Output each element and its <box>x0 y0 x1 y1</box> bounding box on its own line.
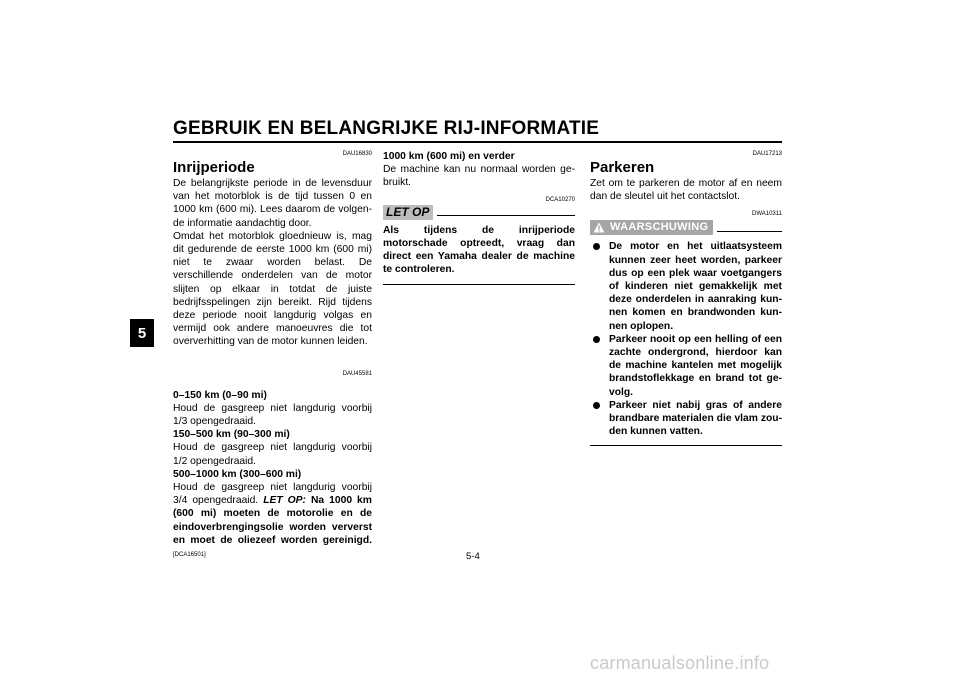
let-op-label: LET OP <box>383 205 433 220</box>
warning-label <box>590 220 713 235</box>
bullet-icon <box>593 336 600 343</box>
stage-text: Houd de gasgreep niet langdurig voorbij 3/4 opengedraaid. <box>173 482 372 507</box>
notice-text: Als tijdens de inrijperiode motorschade optreedt, vraag dan direct een Yamaha dealer de machine te controleren. <box>383 224 575 276</box>
column-right <box>590 150 782 446</box>
section-heading-parkeren: Parkeren <box>590 159 655 176</box>
bullet-icon <box>593 243 600 250</box>
warning-label-text: WAARSCHUWING <box>610 221 709 234</box>
title-rule <box>173 141 782 143</box>
section-heading-inrijperiode: Inrijperiode <box>173 159 255 176</box>
notice-code: DCA10270 <box>545 196 575 203</box>
warning-item: De motor en het uitlaatsysteem kunnen zeer heet worden, parkeer dus op een plek waar voetgangers of kinderen niet gemakkelijk met deze onderdelen in aanraking kunnen komen en brandwonden kunnen oplopen. <box>590 240 782 332</box>
inline-notice-label: LET OP: <box>263 495 306 507</box>
intro-paragraph: De belangrijkste periode in de levensduur van het motorblok is de tijd tussen 0 en 1000 km (600 mi). Lees daarom de volgende informatie aandachtig door. Omdat het motorblok gloednieuw is, mag dit gedurende de eerste 1000 km (600 mi) niet te zwaar worden belast. De verschillende onderdelen van de motor slijten op elkaar in totdat de juiste bedrijfsspelingen zijn bereikt. Rijd tijdens deze periode nooit langdurig volgas en vermijd ook andere manoeuvres die tot oververhitting van de motor kunnen leiden. <box>173 178 372 348</box>
page-title: GEBRUIK EN BELANGRIJKE RIJ-INFORMATIE <box>173 118 600 139</box>
warning-item: Parkeer nooit op een helling of een zachte ondergrond, hierdoor kan de machine kantelen met mogelijk brandstoflekkage en brand tot gevolg. <box>590 333 782 399</box>
warning-end-rule <box>590 445 782 446</box>
notice-rule <box>437 215 575 216</box>
notice-header <box>383 204 575 220</box>
stage-title: 150–500 km (90–300 mi) <box>173 429 290 441</box>
warning-triangle-icon <box>593 222 605 233</box>
warning-list <box>590 240 782 438</box>
stage-text-with-notice <box>173 481 372 562</box>
parkeren-paragraph: Zet om te parkeren de motor af en neem dan de sleutel uit het contactslot. <box>590 178 782 203</box>
stage-text: De machine kan nu normaal worden gebruikt. <box>383 164 575 189</box>
inline-code: [DCA16501] <box>173 552 206 559</box>
section-code: DAU16830 <box>342 151 372 157</box>
column-middle <box>383 150 575 285</box>
stage-text: Houd de gasgreep niet langdurig voorbij 1/3 opengedraaid. <box>173 402 372 428</box>
section-code: DAU17213 <box>752 151 782 157</box>
column-left <box>173 150 372 562</box>
bullet-icon <box>593 402 600 409</box>
chapter-tab: 5 <box>130 319 154 347</box>
stage-text: Houd de gasgreep niet langdurig voorbij 1/2 opengedraaid. <box>173 442 372 467</box>
inline-notice-text: Na 1000 km (600 mi) moeten de motorolie en de eindoverbrengingsolie worden ververst en moet de oliezeef worden gereinigd. <box>173 495 372 546</box>
warning-item: Parkeer niet nabij gras of andere brandbare materialen die vlam zouden kunnen vatten. <box>590 399 782 439</box>
stage-title: 0–150 km (0–90 mi) <box>173 389 267 401</box>
section-code: DAU45581 <box>342 370 372 377</box>
stage-title: 500–1000 km (300–600 mi) <box>173 468 302 480</box>
warning-code: DWA10311 <box>751 211 782 218</box>
warning-rule <box>717 231 782 232</box>
notice-end-rule <box>383 284 575 285</box>
page-number: 5-4 <box>466 551 480 562</box>
stage-title: 1000 km (600 mi) en verder <box>383 151 515 162</box>
warning-header <box>590 220 782 235</box>
watermark: carmanualsonline.info <box>590 653 770 673</box>
